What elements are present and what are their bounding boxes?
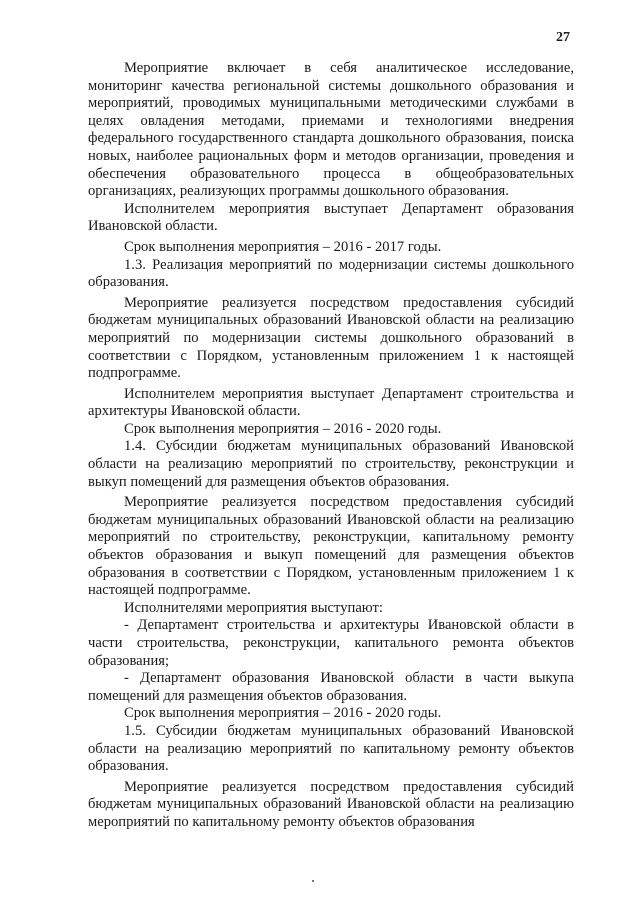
paragraph-event-description: Мероприятие включает в себя аналитическое исследование, мониторинг качества региональной системы дошкольного образования и мероприятий, проводимых муниципальными методическими службами в целях овладения методами, приемами и технологиями внедрения федерального государственного стандарта дошкольного образования, поиска новых, наиболее рациональных форм и методов организации, проведения и обеспечения образовательного процесса в общеобразовательных организациях, реализующих программы дошкольного образования. — [88, 60, 574, 200]
paragraph-item-1-4: 1.4. Субсидии бюджетам муниципальных образований Ивановской области на реализацию мероприятий по строительству, реконструкции и выкуп помещений для размещения объектов образования. — [88, 438, 574, 490]
paragraph-deadline: Срок выполнения мероприятия – 2016 - 2017 годы. — [124, 238, 442, 255]
paragraph-executor-list-item: - Департамент образования Ивановской области в части выкупа помещений для размещения объектов образования. — [88, 670, 574, 704]
paragraph-executor: Исполнителем мероприятия выступает Департамент строительства и архитектуры Ивановской области. — [88, 385, 574, 420]
page-number: 27 — [556, 30, 570, 45]
paragraph-deadline: Срок выполнения мероприятия – 2016 - 2020 годы. — [124, 420, 442, 437]
paragraph-item-1-3: 1.3. Реализация мероприятий по модернизации системы дошкольного образования. — [88, 256, 574, 291]
paragraph-deadline: Срок выполнения мероприятия – 2016 - 2020 годы. — [124, 705, 442, 722]
paragraph-executors-heading: Исполнителями мероприятия выступают: — [124, 599, 383, 616]
paragraph-event-description: Мероприятие реализуется посредством предоставления субсидий бюджетам муниципальных образований Ивановской области на реализацию мероприятий по капитальному ремонту объектов образования — [88, 778, 574, 830]
paragraph-executor: Исполнителем мероприятия выступает Департамент образования Ивановской области. — [88, 200, 574, 235]
paragraph-event-description: Мероприятие реализуется посредством предоставления субсидий бюджетам муниципальных образований Ивановской области на реализацию мероприятий по модернизации системы дошкольного образований в соответствии с Порядком, установленным приложением 1 к настоящей подпрограмме. — [88, 294, 574, 382]
scan-dot — [312, 880, 314, 882]
paragraph-item-1-5: 1.5. Субсидии бюджетам муниципальных образований Ивановской области на реализацию мероприятий по капитальному ремонту объектов образования. — [88, 722, 574, 775]
paragraph-event-description: Мероприятие реализуется посредством предоставления субсидий бюджетам муниципальных образований Ивановской области на реализацию мероприятий по строительству, реконструкции, капитальному ремонту объектов образования и выкуп помещений для размещения объектов образования в соответствии с Порядком, установленным приложением 1 к настоящей подпрограмме. — [88, 494, 574, 599]
paragraph-executor-list-item: - Департамент строительства и архитектуры Ивановской области в части строительства, реконструкции, капитального ремонта объектов образования; — [88, 617, 574, 669]
document-body — [88, 60, 574, 832]
